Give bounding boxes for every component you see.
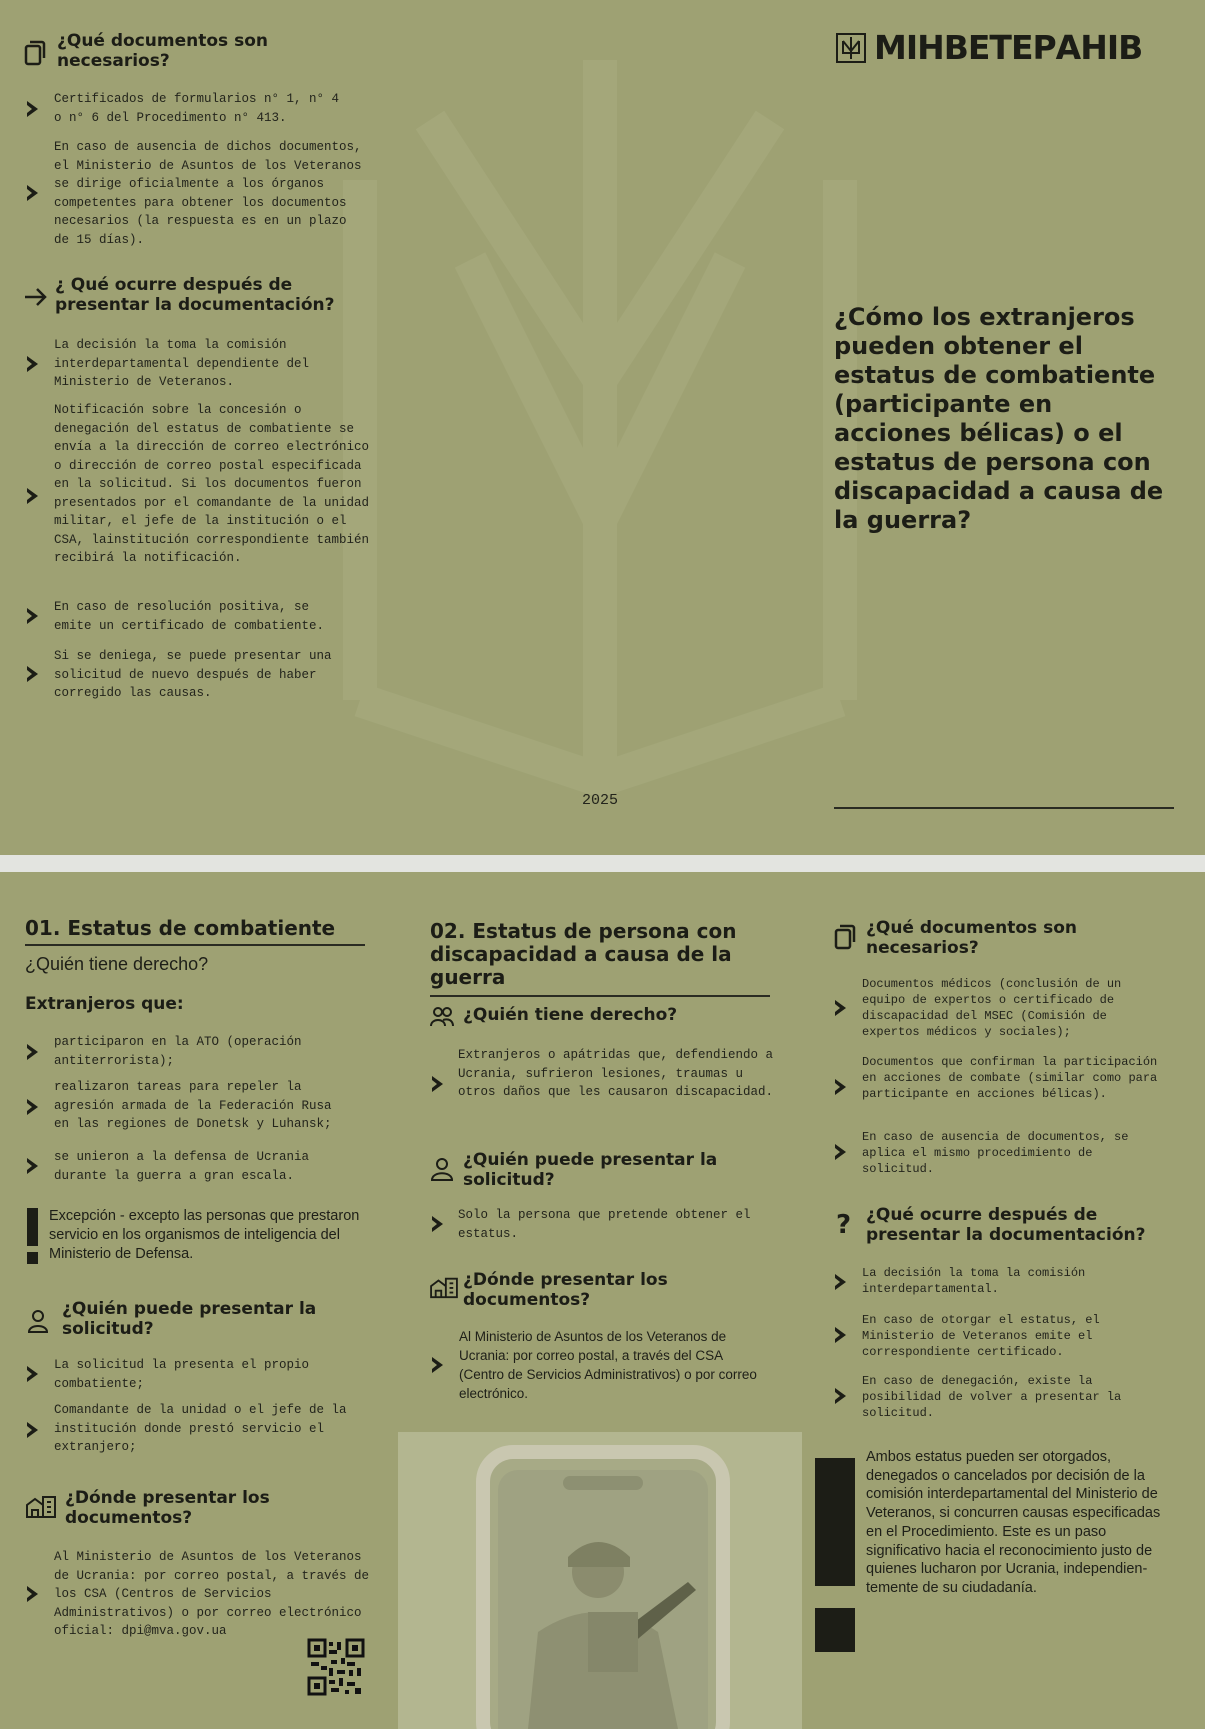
bullet-icon (432, 1357, 443, 1373)
qr-code[interactable] (307, 1638, 365, 1701)
col2-where-heading: ¿Dónde presentar los documentos? (463, 1270, 668, 1310)
bullet-icon (27, 101, 38, 117)
col1-apply-item-1: La solicitud la presenta el propio combatiente; (54, 1358, 310, 1391)
col3-after-item-1: La decisión la toma la comisión interdepartamental. (862, 1266, 1086, 1296)
col2-who-text: Extranjeros o apátridas que, defendiendo a Ucrania, sufrieron lesiones, traumas u otros daños que les causaron discapacidad. (458, 1048, 774, 1099)
cover-title: ¿Cómo los extranjeros pueden obtener el estatus de combatiente (participante en acciones bélicas) o el estatus de persona con discapacidad a causa de la guerra? (834, 303, 1164, 534)
col1-who-heading: Extranjeros que: (25, 994, 184, 1014)
soldier-through-phone-image (398, 1432, 802, 1729)
after-item-2: Notificación sobre la concesión o denegación del estatus de combatiente se envía a la dirección de correo electrónico o dirección de correo postal especificada en la solicitud. Si los documentos fueron presentados por el comandante de la unidad militar, el jefe de la institución o el CSA, lainstitución correspondiente también recibirá la notificación. (54, 403, 370, 565)
docs-item-2: En caso de ausencia de dichos documentos, el Ministerio de Asuntos de los Veteranos se dirige oficialmente a los órganos competentes para obtener los documentos necesarios (la respuesta es en un plazo de 15 días). (54, 140, 362, 247)
brand-logo: МІНВЕТЕРАНІВ (874, 28, 1143, 67)
col1-where-heading: ¿Dónde presentar los documentos? (65, 1488, 270, 1528)
after-item-4: Si se deniega, se puede presentar una solicitud de nuevo después de haber corregido las causas. (54, 649, 332, 700)
bullet-icon (835, 1327, 846, 1343)
after-heading: ¿ Qué ocurre después de presentar la documentación? (55, 275, 335, 315)
arrow-right-icon (23, 286, 49, 308)
col2-title: 02. Estatus de persona con discapacidad a causa de la guerra (430, 919, 737, 989)
document-icon (834, 924, 856, 950)
bullet-icon (27, 488, 38, 504)
exclamation-dot (815, 1608, 855, 1652)
col3-note: Ambos estatus pueden ser otorgados, denegados o cancelados por decisión de la comisión interdepartamental del Ministerio de Veteranos, si concurren causas especificadas en el Procedimiento. Este es un paso significativo hacia el reconocimiento justo de quienes lucharon por Ucrania, independien-temente de su ciudadanía. (866, 1449, 1161, 1596)
col2-where-text: Al Ministerio de Asuntos de los Veteranos de Ucrania: por correo postal, a través del CSA (Centro de Servicios Administrativos) o por correo electrónico. (459, 1329, 757, 1401)
col3-docs-item-3: En caso de ausencia de documentos, se aplica el mismo procedimiento de solicitud. (862, 1130, 1129, 1176)
bullet-icon (432, 1216, 443, 1232)
bullet-icon (835, 1274, 846, 1290)
docs-item-1: Certificados de formularios n° 1, n° 4 o n° 6 del Procedimento n° 413. (54, 92, 340, 125)
bullet-icon (835, 1000, 846, 1016)
bullet-icon (432, 1076, 443, 1092)
building-icon (25, 1493, 57, 1519)
exclamation-icon (27, 1208, 38, 1246)
col1-apply-heading: ¿Quién puede presentar la solicitud? (62, 1299, 317, 1339)
brochure-outer-side (0, 0, 1205, 855)
bullet-icon (27, 666, 38, 682)
after-item-3: En caso de resolución positiva, se emite un certificado de combatiente. (54, 600, 325, 633)
docs-heading: ¿Qué documentos son necesarios? (57, 31, 268, 71)
col3-docs-item-1: Documentos médicos (conclusión de un equipo de expertos o certificado de discapacidad del MSEC (Comisión de expertos médicos y sociales); (862, 977, 1122, 1039)
bullet-icon (27, 1422, 38, 1438)
col1-title: 01. Estatus de combatiente (25, 916, 336, 940)
exclamation-icon (815, 1458, 855, 1586)
bullet-icon (835, 1144, 846, 1160)
col1-who-item-1: participaron en la ATO (operación antiterrorista); (54, 1035, 302, 1068)
brochure-inner-side (0, 872, 1205, 1729)
col1-who-item-2: realizaron tareas para repeler la agresión armada de la Federación Rusa en las regiones de Donetsk y Luhansk; (54, 1080, 332, 1131)
col1-subtitle: ¿Quién tiene derecho? (25, 954, 209, 974)
bullet-icon (27, 356, 38, 372)
col1-title-rule (25, 944, 365, 946)
ministry-emblem-icon (834, 31, 868, 65)
col3-after-item-3: En caso de denegación, existe la posibilidad de volver a presentar la solicitud. (862, 1374, 1122, 1420)
person-badge-icon (25, 1308, 51, 1334)
col3-docs-heading: ¿Qué documentos son necesarios? (866, 918, 1077, 958)
after-item-1: La decisión la toma la comisión interdepartamental dependiente del Ministerio de Veteranos. (54, 338, 310, 389)
col1-who-item-3: se unieron a la defensa de Ucrania durante la guerra a gran escala. (54, 1150, 310, 1183)
col3-after-item-2: En caso de otorgar el estatus, el Ministerio de Veteranos emite el correspondiente certificado. (862, 1313, 1100, 1359)
bullet-icon (27, 1586, 38, 1602)
col3-after-heading: ¿Qué ocurre después de presentar la documentación? (866, 1205, 1146, 1245)
col2-who-heading: ¿Quién tiene derecho? (463, 1005, 678, 1025)
signature-line (834, 807, 1174, 809)
bullet-icon (27, 185, 38, 201)
col2-apply-text: Solo la persona que pretende obtener el estatus. (458, 1208, 751, 1241)
col1-where-text: Al Ministerio de Asuntos de los Veteranos de Ucrania: por correo postal, a través de los CSA (Centros de Servicios Administrativos) o por correo electrónico oficial: dpi@mva.gov.ua (54, 1550, 370, 1638)
exclamation-dot (27, 1252, 38, 1264)
building-icon (429, 1275, 459, 1299)
person-icon (430, 1156, 454, 1182)
col2-title-rule (430, 995, 770, 997)
col1-apply-item-2: Comandante de la unidad o el jefe de la institución donde prestó servicio el extranjero; (54, 1403, 347, 1454)
bullet-icon (27, 1158, 38, 1174)
bullet-icon (27, 1366, 38, 1382)
document-icon (24, 40, 46, 66)
question-mark-icon: ? (836, 1210, 852, 1240)
bullet-icon (835, 1388, 846, 1404)
bullet-icon (27, 1044, 38, 1060)
people-icon (429, 1006, 455, 1028)
bullet-icon (27, 1099, 38, 1115)
bullet-icon (835, 1079, 846, 1095)
bullet-icon (27, 608, 38, 624)
col2-apply-heading: ¿Quién puede presentar la solicitud? (463, 1150, 718, 1190)
col3-docs-item-2: Documentos que confirman la participación en acciones de combate (similar como para participante en acciones bélicas). (862, 1055, 1158, 1101)
col1-exception: Excepción - excepto las personas que prestaron servicio en los organismos de inteligencia del Ministerio de Defensa. (49, 1208, 360, 1262)
year-label: 2025 (581, 792, 618, 809)
